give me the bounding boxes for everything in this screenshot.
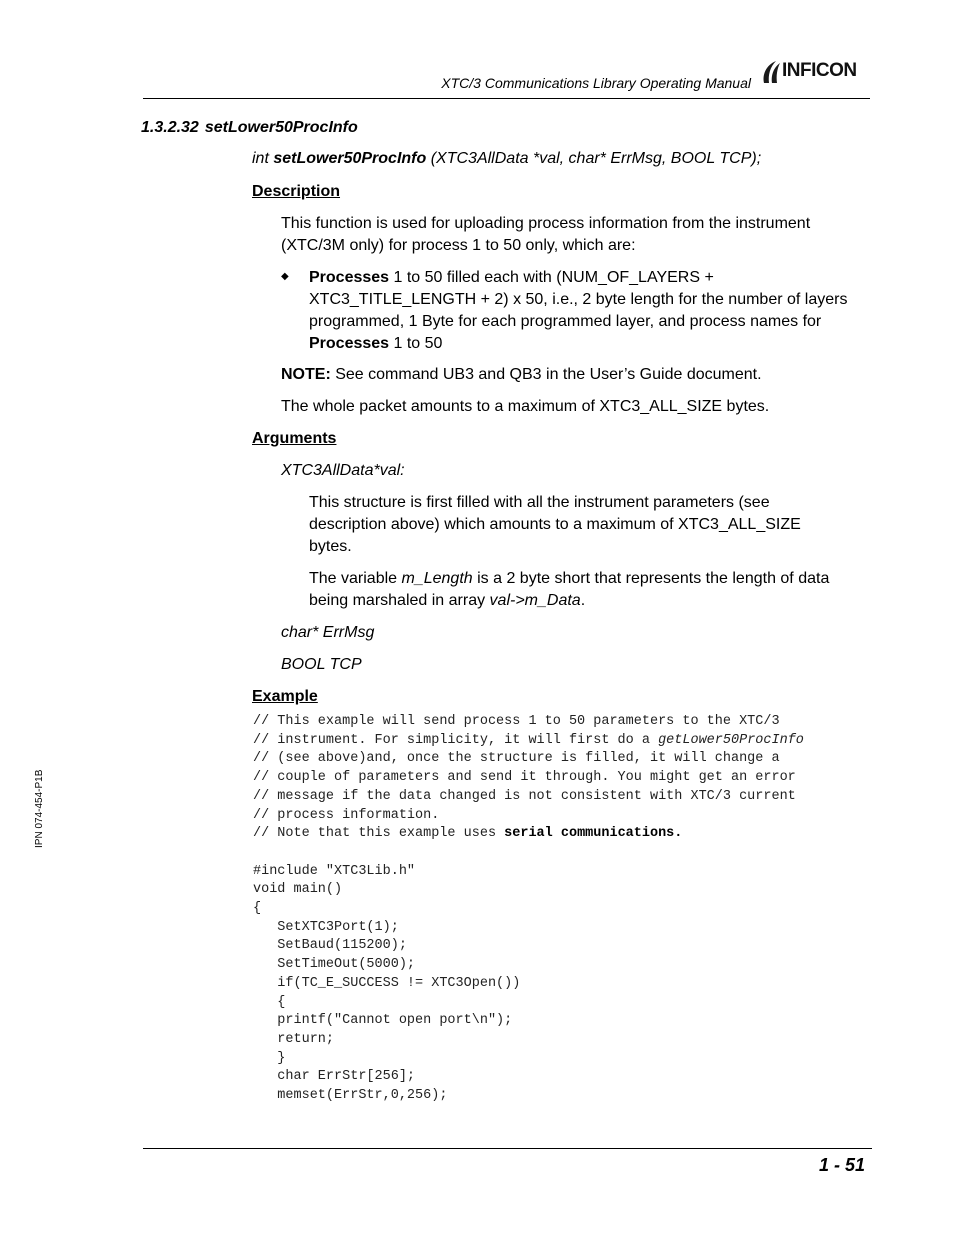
- argument-variable-note: [309, 568, 829, 612]
- code-line: // (see above)and, once the structure is filled, it will change a: [253, 751, 780, 767]
- signature-params: (XTC3AllData *val, char* ErrMsg, BOOL TCP);: [426, 150, 762, 167]
- bullet-bold-term: Processes: [309, 335, 390, 352]
- logo-mark-icon: [760, 59, 782, 85]
- code-line: // couple of parameters and send it through. You might get an error: [253, 770, 796, 786]
- code-line: }: [253, 1050, 286, 1066]
- argument-description: [309, 492, 801, 558]
- text: .: [580, 592, 586, 609]
- code-line: SetBaud(115200);: [253, 938, 407, 954]
- note: [281, 364, 762, 386]
- code-line: {: [253, 901, 262, 917]
- code-line: // instrument. For simplicity, it will first do a: [253, 732, 659, 748]
- note-label: NOTE:: [281, 366, 331, 383]
- code-line: {: [253, 994, 286, 1010]
- text: The variable: [309, 570, 402, 587]
- signature-function-name: setLower50ProcInfo: [273, 150, 427, 167]
- description-heading: Description: [252, 183, 341, 200]
- page-number: 1 - 51: [818, 1155, 865, 1175]
- code-line: // Note that this example uses: [253, 826, 505, 842]
- bullet-text: 1 to 50 filled each with (NUM_OF_LAYERS +: [389, 269, 714, 286]
- example-heading: Example: [252, 688, 318, 705]
- code-bold-text: serial communications.: [504, 826, 683, 842]
- diamond-bullet-icon: ◆: [281, 271, 289, 282]
- function-signature: [252, 150, 761, 168]
- bullet-bold-term: Processes: [309, 269, 390, 286]
- description-intro-line: (XTC/3M only) for process 1 to 50 only, which are:: [281, 237, 636, 254]
- argument-name: XTC3AllData*val:: [281, 462, 405, 479]
- signature-return-type: int: [252, 150, 274, 167]
- code-line: void main(): [253, 882, 343, 898]
- argument-description-line: description above) which amounts to a maximum of XTC3_ALL_SIZE: [309, 516, 801, 533]
- argument-description-line: bytes.: [309, 538, 352, 555]
- code-line: SetXTC3Port(1);: [253, 919, 399, 935]
- argument-description-line: This structure is first filled with all the instrument parameters (see: [309, 494, 770, 511]
- code-line: // This example will send process 1 to 50 parameters to the XTC/3: [253, 714, 780, 729]
- code-line: // message if the data changed is not consistent with XTC/3 current: [253, 788, 796, 804]
- code-line: char ErrStr[256];: [253, 1069, 416, 1085]
- logo-text: INFICON: [782, 60, 857, 81]
- description-intro: [281, 213, 810, 257]
- description-bullet-item: [309, 267, 874, 355]
- section-number: 1.3.2.32: [141, 119, 199, 136]
- footer-rule: [143, 1148, 872, 1149]
- text: is a 2 byte short that represents the length of data: [472, 570, 830, 587]
- code-line: SetTimeOut(5000);: [253, 957, 416, 973]
- inficon-logo: [760, 58, 875, 86]
- section-title: setLower50ProcInfo: [204, 119, 358, 136]
- argument-name: BOOL TCP: [281, 656, 362, 673]
- arguments-heading: Arguments: [252, 430, 337, 447]
- bullet-text: programmed, 1 Byte for each programmed layer, and process names for: [309, 313, 822, 330]
- document-part-number: IPN 074-454-P1B: [34, 769, 45, 848]
- packet-size-text: The whole packet amounts to a maximum of XTC3_ALL_SIZE bytes.: [281, 398, 770, 415]
- text: being marshaled in array: [309, 592, 490, 609]
- argument-name: char* ErrMsg: [281, 624, 375, 641]
- code-example: [253, 713, 804, 1106]
- description-intro-line: This function is used for uploading process information from the instrument: [281, 215, 811, 232]
- header-rule: [143, 98, 870, 99]
- code-line: // process information.: [253, 807, 440, 823]
- code-line: return;: [253, 1031, 335, 1047]
- code-italic-ref: getLower50ProcInfo: [658, 732, 804, 748]
- code-line: if(TC_E_SUCCESS != XTC3Open()): [253, 975, 521, 991]
- section-heading: [141, 119, 358, 137]
- variable-name: val->m_Data: [489, 592, 581, 609]
- code-line: printf("Cannot open port\n");: [253, 1013, 513, 1029]
- bullet-text: 1 to 50: [389, 335, 443, 352]
- bullet-text: XTC3_TITLE_LENGTH + 2) x 50, i.e., 2 byte length for the number of layers: [309, 291, 848, 308]
- code-line: #include "XTC3Lib.h": [253, 863, 416, 879]
- running-header-title: XTC/3 Communications Library Operating Manual: [441, 75, 751, 91]
- code-line: memset(ErrStr,0,256);: [253, 1088, 448, 1104]
- note-text: See command UB3 and QB3 in the User’s Guide document.: [330, 366, 762, 383]
- variable-name: m_Length: [401, 570, 473, 587]
